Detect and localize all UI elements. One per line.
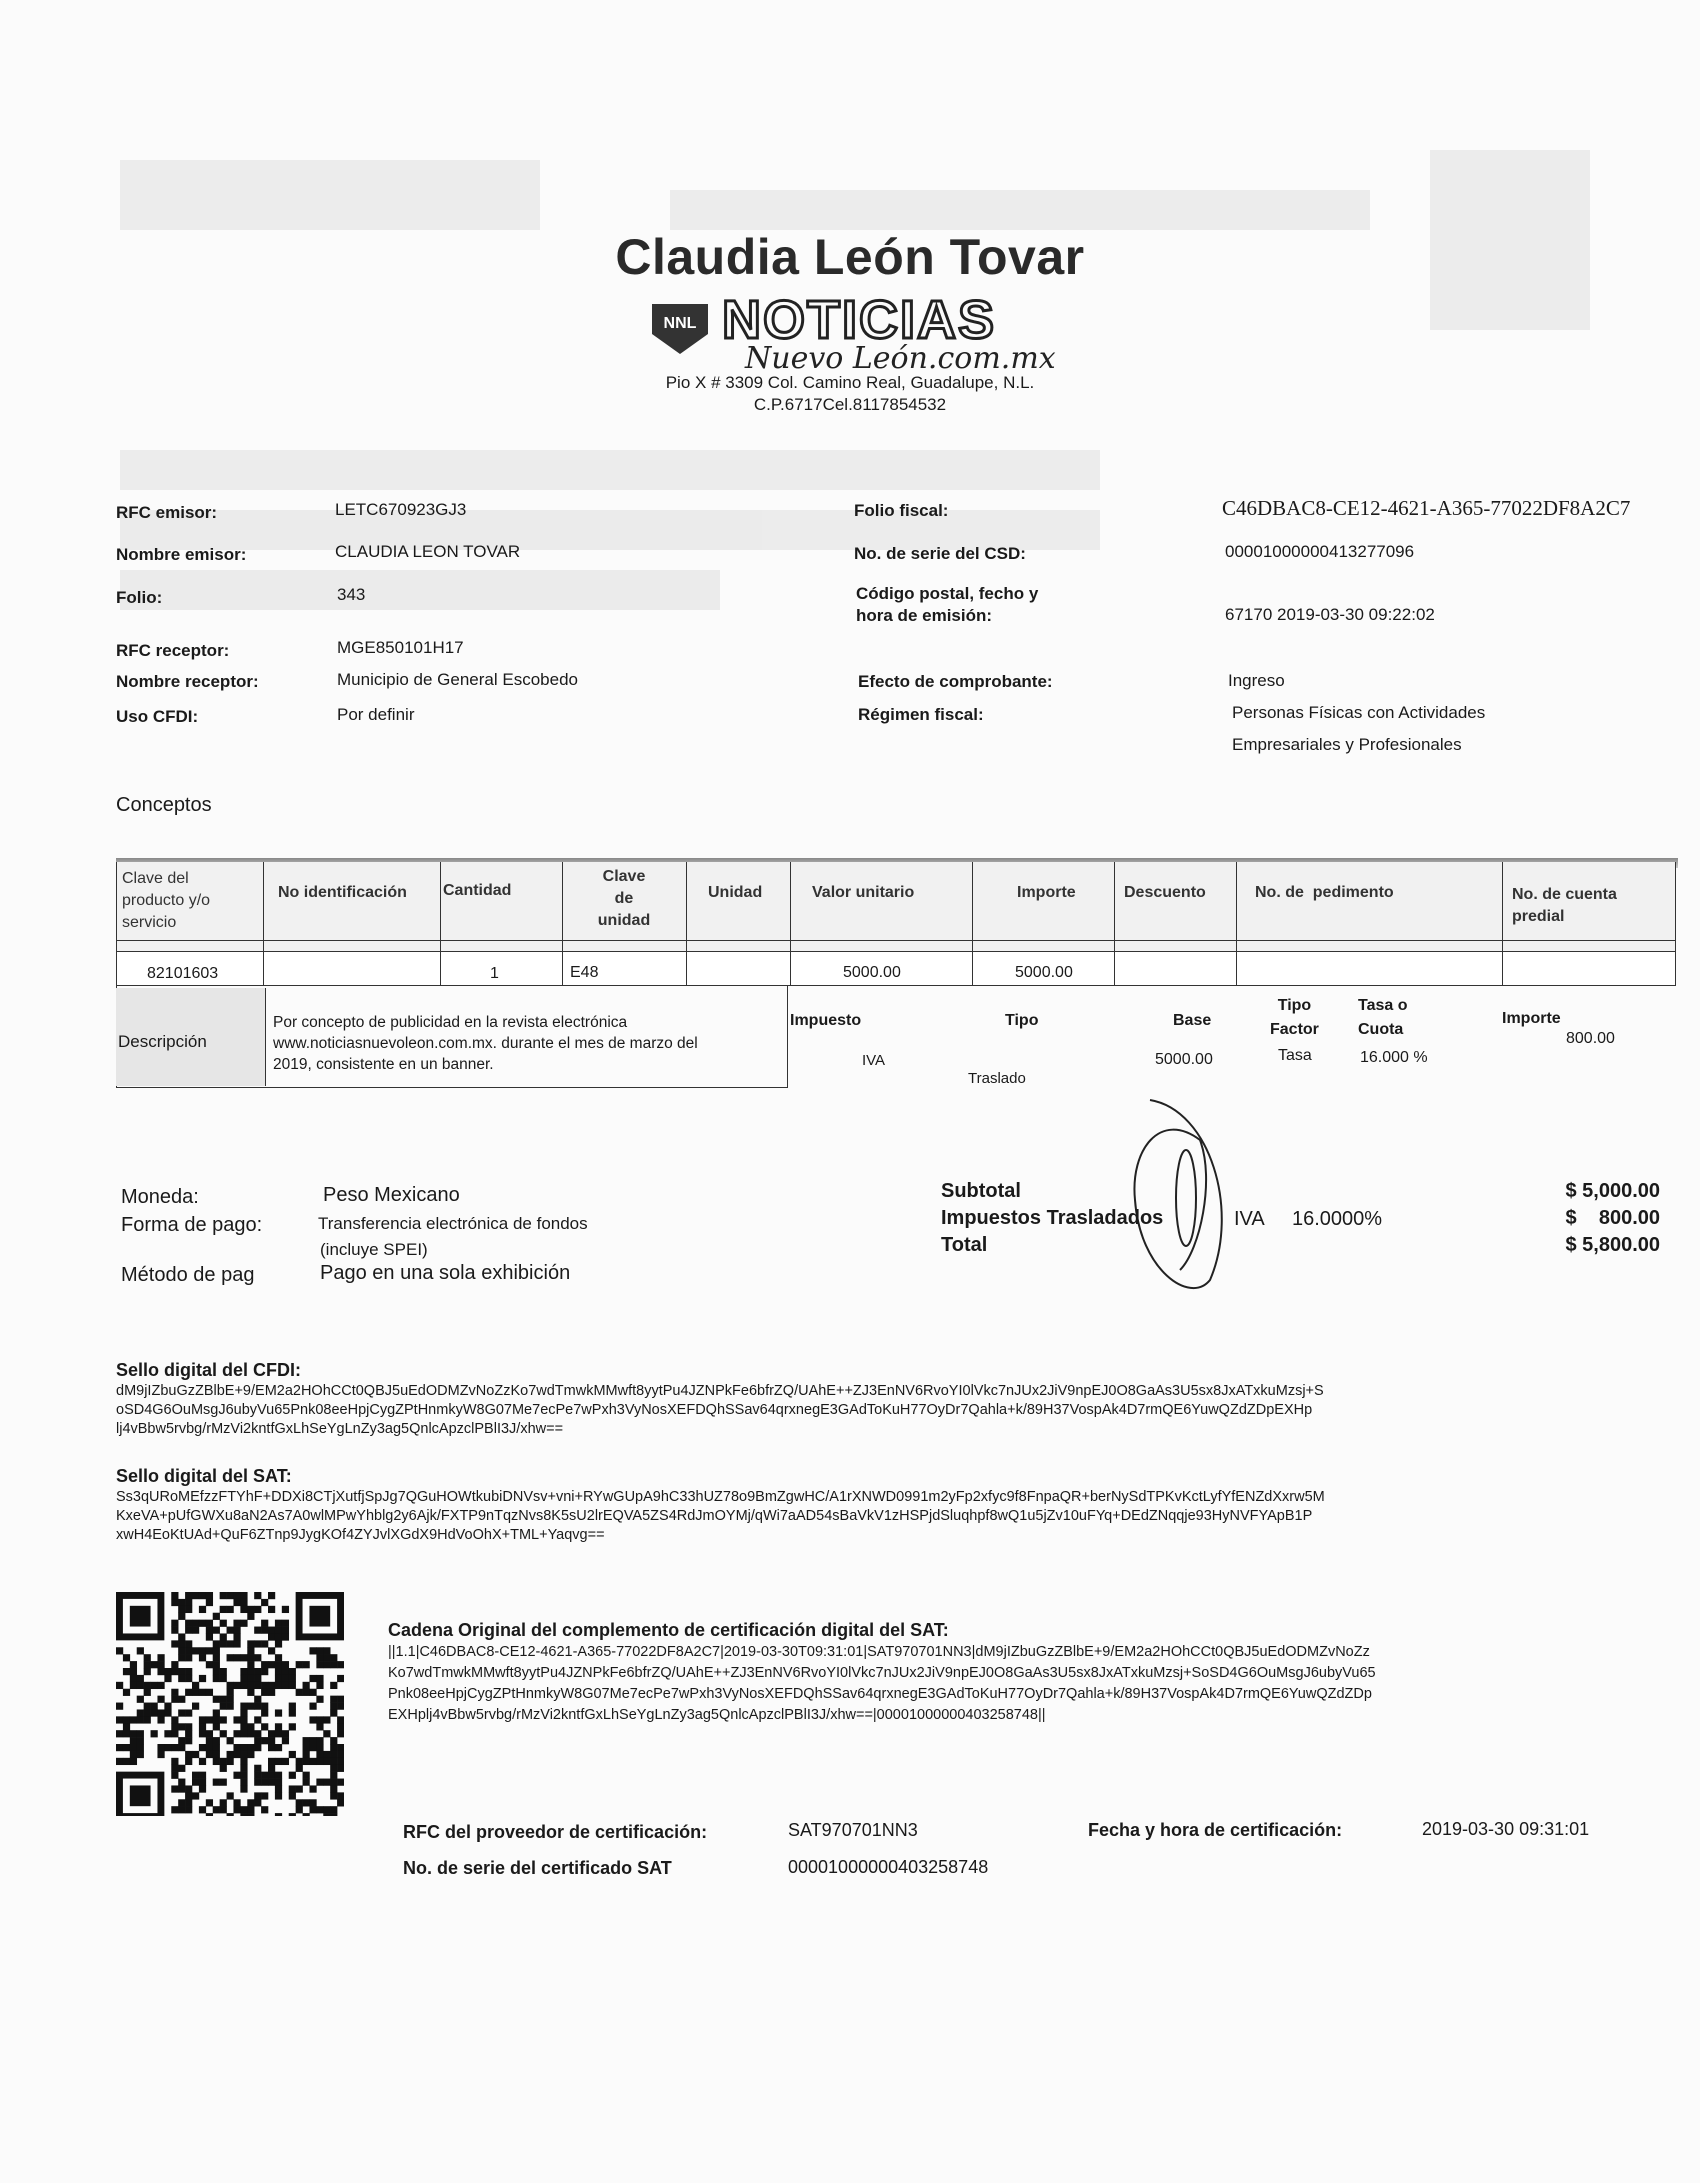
serie-csd: 00001000000413277096 (1225, 542, 1415, 561)
nombre-emisor-label: Nombre emisor: (116, 545, 247, 564)
efecto: Ingreso (1228, 671, 1285, 690)
row-clave-unidad: E48 (570, 964, 599, 981)
impuesto-factor: Tasa (1278, 1047, 1312, 1064)
col-sep (790, 862, 791, 986)
col-sep (972, 862, 973, 986)
tasa-cuota-header: Tasa o Cuota (1358, 997, 1408, 1038)
col-cantidad-header: Cantidad (443, 882, 512, 899)
tipo-header: Tipo (1005, 1012, 1039, 1029)
folio-fiscal-label: Folio fiscal: (854, 501, 949, 520)
col-sep (440, 862, 441, 986)
metodo-pago-label: Método de pag (121, 1264, 255, 1286)
regimen-2: Empresariales y Profesionales (1232, 735, 1462, 754)
rfc-proveedor: SAT970701NN3 (788, 1820, 918, 1840)
folio-fiscal: C46DBAC8-CE12-4621-A365-77022DF8A2C7 (1222, 496, 1631, 520)
col-importe-header: Importe (1017, 884, 1076, 901)
conceptos-table (116, 862, 1676, 952)
cadena-original: ||1.1|C46DBAC8-CE12-4621-A365-77022DF8A2C7|2019-03-30T09:31:01|SAT970701NN3|dM9jIZbuGzZBlbE+9/EM2a2HOhCCt0QBJ5uEdODMZvNoZz Ko7wdTmwkMMwft8yytPu4JZNPkFe6bfrZQ/UAhE++ZJ3EnNV6RvoYI0lVkc7nJUx2JiV9npEJ0O8GaAs3U5sx8JxATxkuMzsj+SoSD4G6OuMsgJ6ubyVu65 Pnk08eeHpjCygZPtHnmkyW8G07Me7ecPe7wPxh3VyNosXEFDQhSSav64qrxnegE3GAdToKuH77OyDr7Qahla+k/89H37VospAk4D7rmQE6YuwQZdZDp EXHplj4vBbw5rvbg/rMzVi2kntfGxLhSeYgLnZy3ag5QnlcApzclPBlI3J/xhw==|00001000000403258748|| (388, 1644, 1376, 1723)
serie-certificado: 00001000000403258748 (788, 1857, 989, 1877)
rfc-receptor-label: RFC receptor: (116, 641, 230, 660)
uso-cfdi: Por definir (337, 705, 415, 724)
cp-fecha-emision: 67170 2019-03-30 09:22:02 (1225, 605, 1435, 624)
iva-rate: 16.0000% (1292, 1208, 1383, 1230)
address-line-1: Pio X # 3309 Col. Camino Real, Guadalupe, N.L. (665, 373, 1035, 392)
total-value: $ 5,800.00 (1565, 1234, 1660, 1256)
col-clave-unidad-header: Clave de unidad (597, 868, 651, 929)
impuesto-header: Impuesto (790, 1012, 862, 1029)
cadena-label: Cadena Original del complemento de certificación digital del SAT: (388, 1620, 949, 1640)
noticias-logo (650, 292, 1190, 372)
col-sep (1502, 862, 1503, 986)
nombre-emisor: CLAUDIA LEON TOVAR (335, 542, 521, 561)
total-label: Total (941, 1234, 988, 1256)
forma-pago-1: Transferencia electrónica de fondos (318, 1214, 588, 1233)
folio: 343 (337, 585, 366, 604)
col-sep (1114, 862, 1115, 986)
efecto-label: Efecto de comprobante: (858, 672, 1053, 691)
col-valor-unitario-header: Valor unitario (812, 884, 915, 901)
metodo-pago: Pago en una sola exhibición (320, 1262, 571, 1284)
col-sep (263, 862, 264, 986)
impuesto-importe: 800.00 (1566, 1030, 1615, 1047)
fecha-certificacion: 2019-03-30 09:31:01 (1422, 1819, 1590, 1839)
noticias-logo-svg (650, 292, 1190, 372)
signature-scribble-icon (1120, 1090, 1240, 1300)
folio-label: Folio: (116, 588, 163, 607)
importe-impuesto-header: Importe (1502, 1010, 1561, 1027)
nombre-receptor: Municipio de General Escobedo (337, 670, 578, 689)
impuesto-tipo: IVA (862, 1052, 886, 1069)
uso-cfdi-label: Uso CFDI: (116, 707, 199, 726)
logo-badge: NNL (663, 315, 697, 332)
iva-label: IVA (1234, 1208, 1265, 1230)
forma-pago-label: Forma de pago: (121, 1214, 263, 1236)
moneda-label: Moneda: (121, 1186, 199, 1208)
tipo-factor-header: Tipo Factor (1270, 997, 1319, 1038)
col-no-identificacion-header: No identificación (278, 884, 407, 901)
serie-csd-label: No. de serie del CSD: (854, 544, 1026, 563)
col-sep (686, 862, 687, 986)
forma-pago-2: (incluye SPEI) (320, 1240, 428, 1259)
sello-sat-label: Sello digital del SAT: (116, 1466, 292, 1486)
rfc-emisor: LETC670923GJ3 (335, 500, 467, 519)
regimen-1: Personas Físicas con Actividades (1232, 703, 1486, 722)
impuesto-base: 5000.00 (1155, 1051, 1213, 1068)
descripcion-label: Descripción (118, 1032, 207, 1051)
qr-code-icon (116, 1592, 344, 1816)
cp-label-1: Código postal, fecho y (856, 584, 1039, 603)
regimen-label: Régimen fiscal: (858, 705, 984, 724)
impuestos-trasladados-label: Impuestos Trasladados (941, 1207, 1164, 1229)
subtotal-value: $ 5,000.00 (1565, 1180, 1660, 1202)
conceptos-title: Conceptos (116, 794, 212, 816)
col-descuento-header: Descuento (1124, 884, 1206, 901)
impuesto-traslado: Traslado (968, 1070, 1026, 1087)
col-clave-header: Clave del producto y/o servicio (122, 870, 211, 931)
subtotal-label: Subtotal (941, 1180, 1021, 1202)
company-title: Claudia León Tovar (615, 229, 1085, 285)
nombre-receptor-label: Nombre receptor: (116, 672, 259, 691)
row-valor-unitario: 5000.00 (843, 964, 901, 981)
col-pedimento-header: No. de pedimento (1255, 884, 1394, 901)
descripcion-text: Por concepto de publicidad en la revista electrónica www.noticiasnuevoleon.com.mx. durante el mes de marzo del 2019, consistente en un banner. (273, 1014, 698, 1073)
sello-sat: Ss3qURoMEfzzFTYhF+DDXi8CTjXutfjSpJg7QGuHOWtkubiDNVsv+vni+RYwGUpA9hC33hUZ78o9BmZgwHC/A1rXNWD0991m2yFp2xfyc9f8FnpaQR+berNySdTPKvKctLyfYfENZdXxrw5M KxeVA+pUfGWXu8aN2As7A0wlMPwYhblg2y6Ajk/FXTP9nTqzNvs8K5sU2lrEQVA5ZS4RdJmOYMj/qWi7aAD54sBaVkV1zHSPjdSluqhpf8wQ1u5jZv10uFYq+DEdZNqqje93HyNVFYApB1P xwH4EoKtUAd+QuF6ZTnp9JygKOf4ZYJvlXGdX9HdVoOhX+TML+Yaqvg== (116, 1489, 1325, 1543)
impuesto-cuota: 16.000 % (1360, 1049, 1428, 1066)
col-sep (1236, 862, 1237, 986)
cp-label-2: hora de emisión: (856, 606, 993, 625)
sello-cfdi-label: Sello digital del CFDI: (116, 1360, 302, 1380)
row-clave: 82101603 (147, 965, 219, 982)
col-unidad-header: Unidad (708, 884, 763, 901)
address-line-2: C.P.6717Cel.8117854532 (753, 395, 947, 414)
moneda: Peso Mexicano (323, 1184, 460, 1206)
serie-certificado-label: No. de serie del certificado SAT (403, 1858, 672, 1878)
rfc-receptor: MGE850101H17 (337, 638, 464, 657)
sello-cfdi: dM9jIZbuGzZBlbE+9/EM2a2HOhCCt0QBJ5uEdODMZvNoZzKo7wdTmwkMMwft8yytPu4JZNPkFe6bfrZQ/UAhE++ZJ3EnNV6RvoYI0lVkc7nJUx2JiV9npEJ0O8GaAs3U5sx8JxATxkuMzsj+S oSD4G6OuMsgJ6ubyVu65Pnk08eeHpjCygZPtHnmkyW8G07Me7ecPe7wPxh3VyNosXEFDQhSSav64qrxnegE3GAdToKuH77OyDr7Qahla+k/89H37VospAk4D7rmQE6YuwQZdZDpEXHp lj4vBbw5rvbg/rMzVi2kntfGxLhSeYgLnZy3ag5QnlcApzclPBlI3J/xhw== (116, 1383, 1324, 1437)
row-importe: 5000.00 (1015, 964, 1073, 981)
rfc-proveedor-label: RFC del proveedor de certificación: (403, 1822, 708, 1842)
row-cantidad: 1 (490, 965, 499, 982)
col-cuenta-predial-header: No. de cuenta predial (1512, 886, 1617, 925)
base-header: Base (1173, 1012, 1212, 1029)
fecha-certificacion-label: Fecha y hora de certificación: (1088, 1820, 1343, 1840)
iva-value: $ 800.00 (1565, 1207, 1660, 1229)
logo-main: NOTICIAS (722, 292, 997, 350)
logo-sub: Nuevo León.com.mx (745, 341, 1056, 372)
rfc-emisor-label: RFC emisor: (116, 503, 218, 522)
